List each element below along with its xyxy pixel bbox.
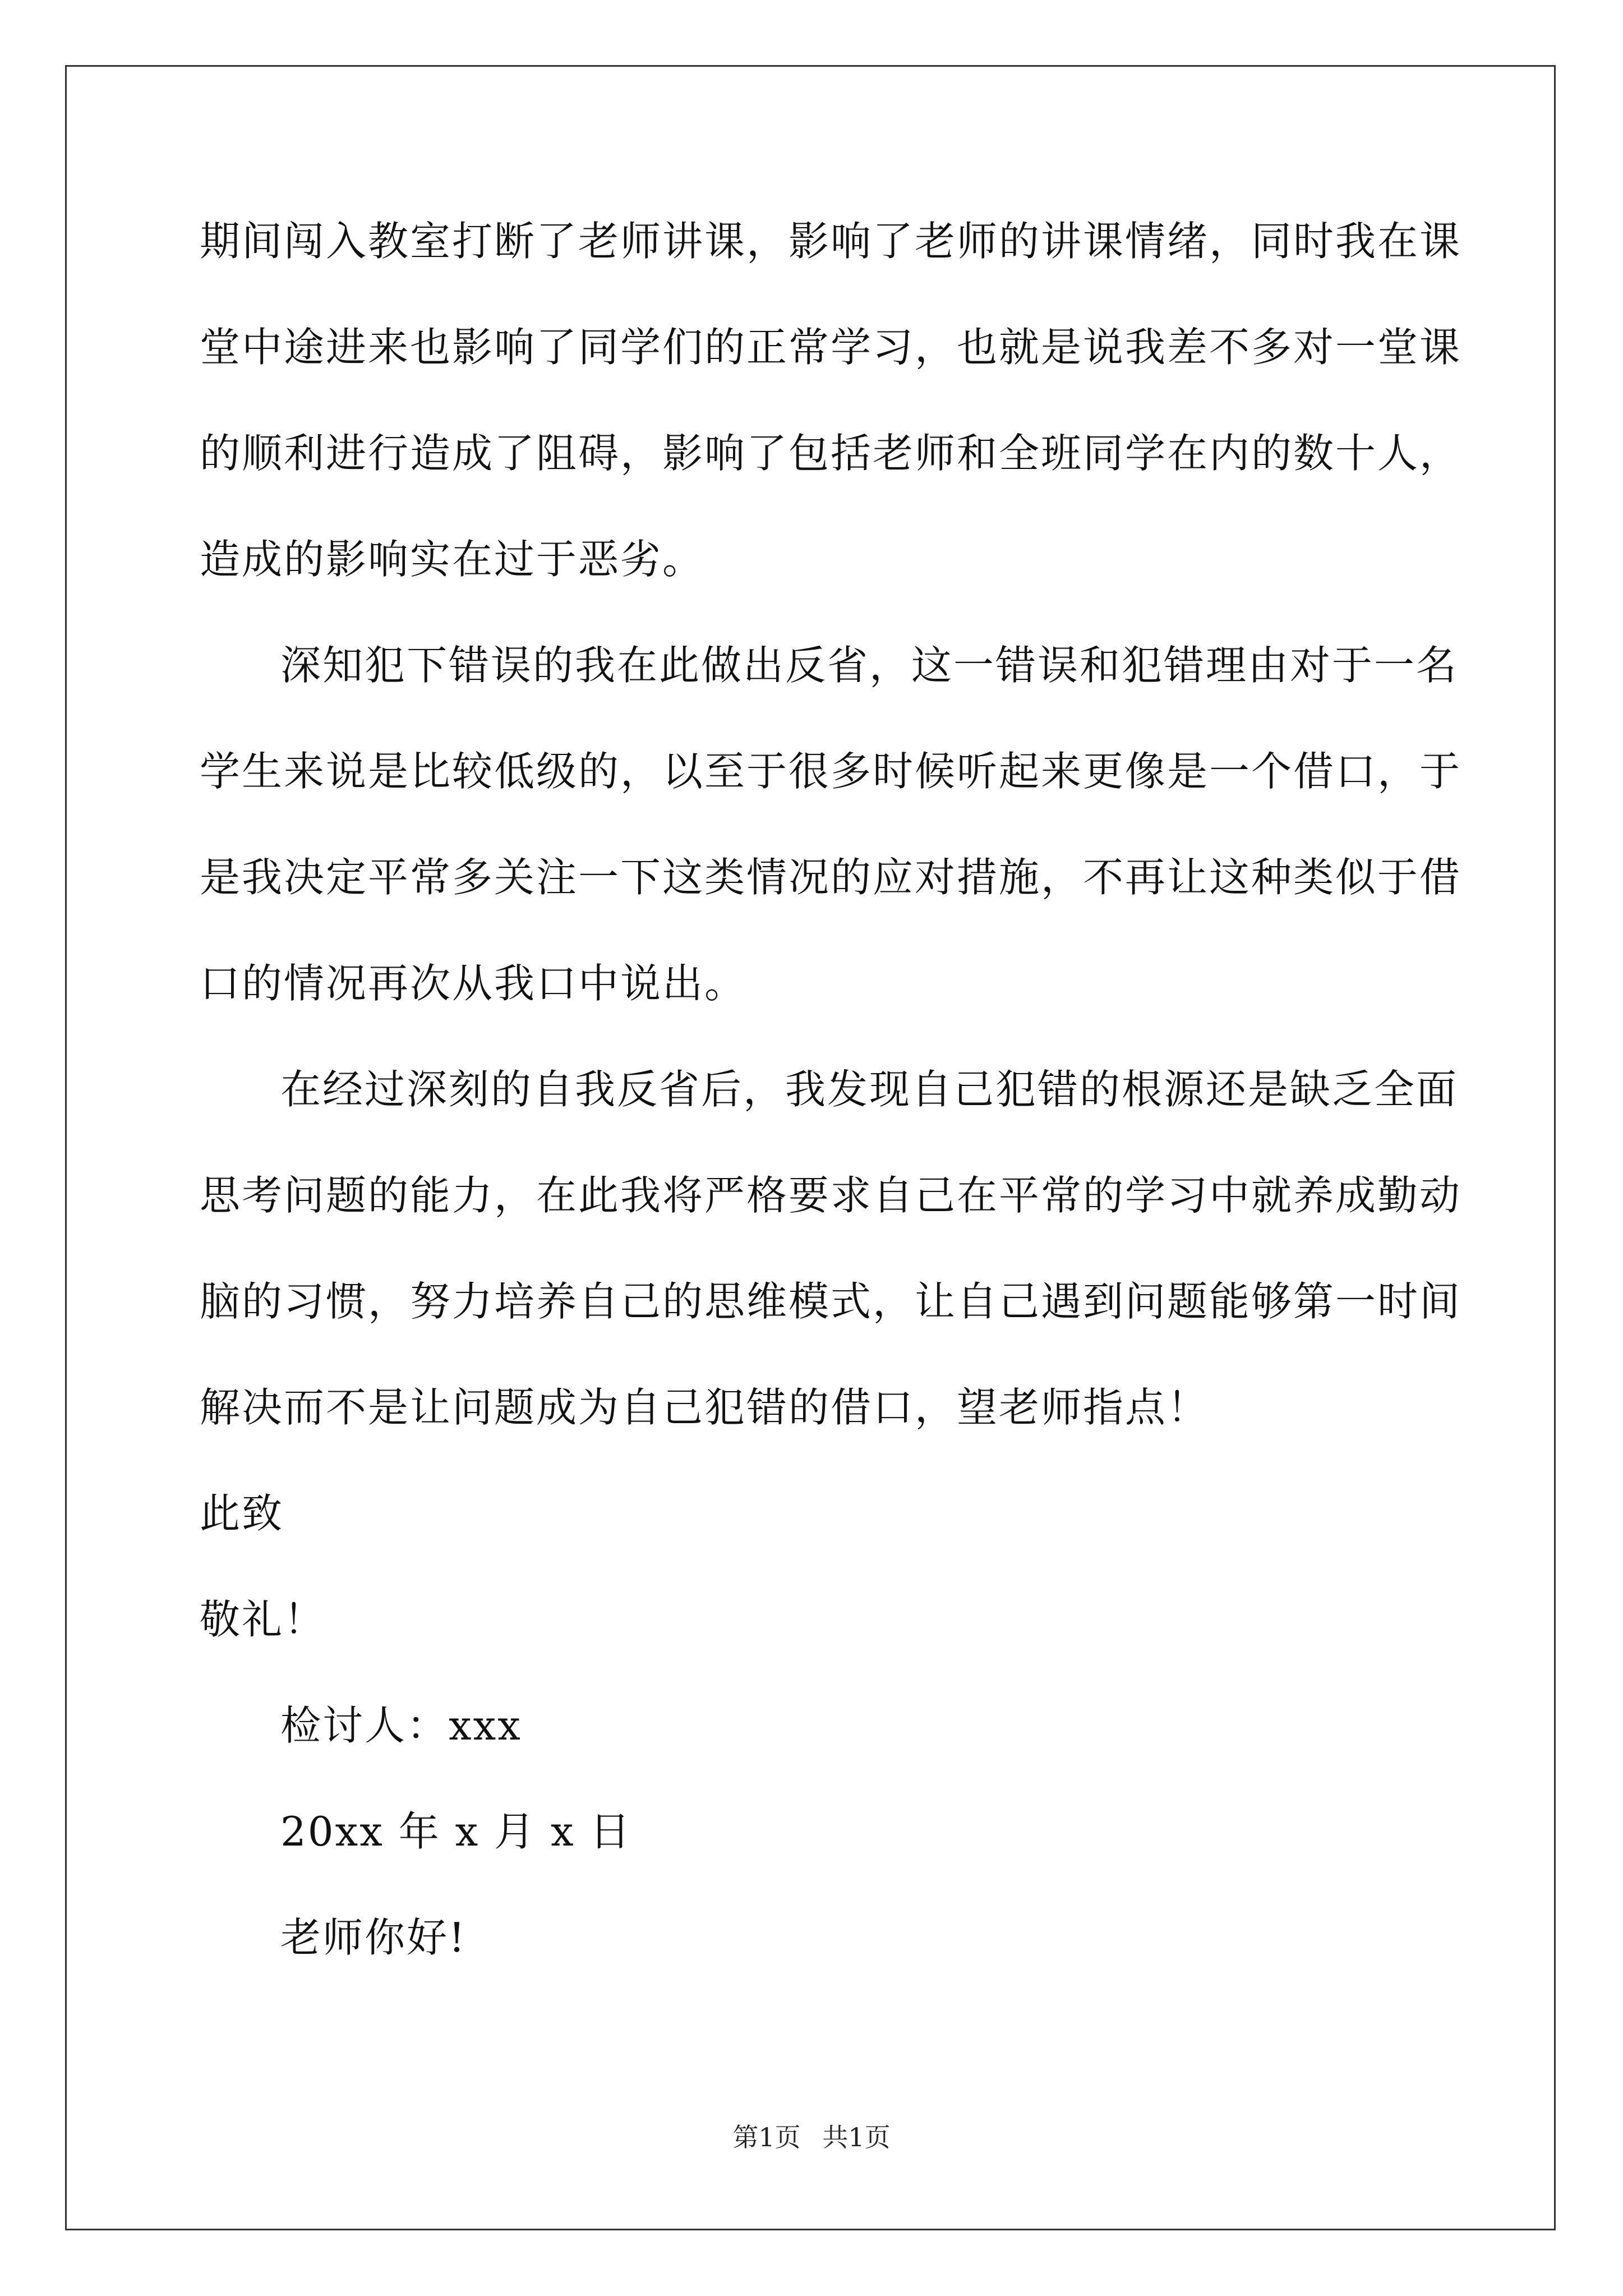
paragraph-line: 思考问题的能力，在此我将严格要求自己在平常的学习中就养成勤动	[200, 1172, 1462, 1219]
paragraph-line: 的顺利进行造成了阻碍，影响了包括老师和全班同学在内的数十人，	[200, 430, 1462, 477]
paragraph-line: 期间闯入教室打断了老师讲课，影响了老师的讲课情绪，同时我在课	[200, 218, 1462, 265]
paragraph-line: 造成的影响实在过于恶劣。	[200, 536, 705, 583]
signer-line: 检讨人：xxx	[280, 1702, 522, 1749]
document-body	[200, 210, 1462, 2013]
salute-text: 敬礼！	[200, 1596, 326, 1643]
page-number-current: 第1页	[732, 2122, 801, 2152]
paragraph-line: 解决而不是让问题成为自己犯错的借口，望老师指点！	[200, 1384, 1210, 1431]
closing-text: 此致	[200, 1490, 284, 1537]
paragraph-line: 是我决定平常多关注一下这类情况的应对措施，不再让这种类似于借	[200, 854, 1462, 901]
date-line: 20xx 年 x 月 x 日	[280, 1808, 632, 1855]
paragraph-line: 堂中途进来也影响了同学们的正常学习，也就是说我差不多对一堂课	[200, 324, 1462, 371]
page-footer	[0, 2120, 1623, 2154]
paragraph-line: 口的情况再次从我口中说出。	[200, 960, 747, 1007]
paragraph-line: 脑的习惯，努力培养自己的思维模式，让自己遇到问题能够第一时间	[200, 1278, 1462, 1325]
paragraph-line: 深知犯下错误的我在此做出反省，这一错误和犯错理由对于一名	[280, 642, 1459, 689]
greeting-line: 老师你好!	[280, 1914, 467, 1961]
page-number-total: 共1页	[822, 2122, 891, 2152]
paragraph-line: 学生来说是比较低级的，以至于很多时候听起来更像是一个借口，于	[200, 748, 1462, 795]
paragraph-line: 在经过深刻的自我反省后，我发现自己犯错的根源还是缺乏全面	[280, 1066, 1459, 1113]
